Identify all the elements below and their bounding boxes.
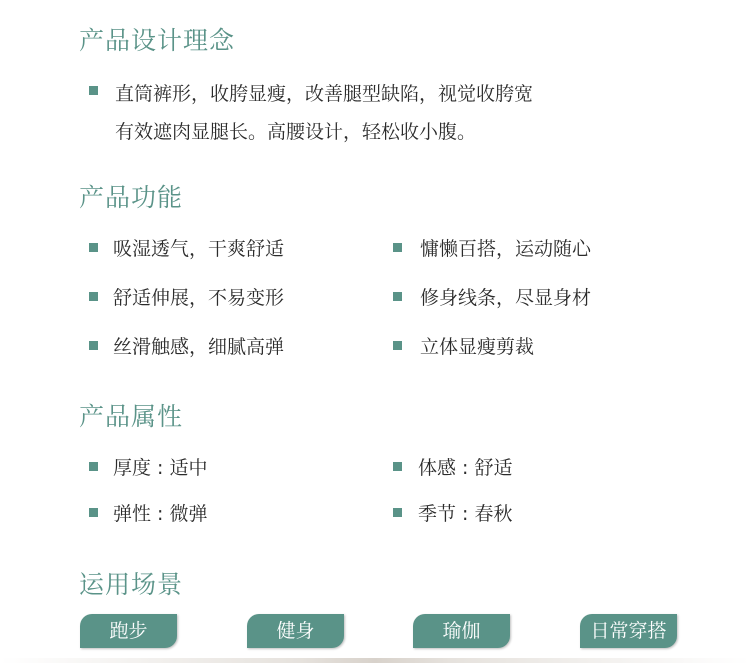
bullet-icon <box>89 341 98 350</box>
attribute-item: 厚度 : 适中 <box>113 457 208 479</box>
scene-tag-daily-wear: 日常穿搭 <box>580 614 677 648</box>
function-item: 修身线条，尽显身材 <box>420 287 592 309</box>
attribute-item: 体感 : 舒适 <box>418 457 513 479</box>
attribute-item: 季节 : 春秋 <box>418 503 513 525</box>
design-text-line-1: 直筒裤形，收胯显瘦，改善腿型缺陷，视觉收胯宽 <box>115 83 534 105</box>
function-item: 丝滑触感，细腻高弹 <box>113 336 285 358</box>
section-title-function: 产品功能 <box>79 183 184 212</box>
function-item: 慵懒百搭，运动随心 <box>420 238 592 260</box>
bullet-icon <box>393 292 402 301</box>
function-item: 立体显瘦剪裁 <box>420 336 535 358</box>
function-item: 舒适伸展，不易变形 <box>113 287 285 309</box>
bottom-image-edge <box>0 658 750 663</box>
bullet-icon <box>393 462 402 471</box>
scene-tag-fitness: 健身 <box>247 614 344 648</box>
design-text-line-2: 有效遮肉显腿长。高腰设计，轻松收小腹。 <box>115 121 477 143</box>
bullet-icon <box>89 508 98 517</box>
bullet-icon <box>393 508 402 517</box>
scene-tag-yoga: 瑜伽 <box>413 614 510 648</box>
bullet-icon <box>393 341 402 350</box>
section-title-attributes: 产品属性 <box>79 402 184 431</box>
attribute-item: 弹性 : 微弹 <box>113 503 208 525</box>
section-title-design: 产品设计理念 <box>79 26 236 55</box>
function-item: 吸湿透气，干爽舒适 <box>113 238 285 260</box>
bullet-icon <box>89 243 98 252</box>
scene-tag-running: 跑步 <box>80 614 177 648</box>
section-title-scenes: 运用场景 <box>79 570 184 599</box>
bullet-icon <box>89 292 98 301</box>
bullet-icon <box>89 462 98 471</box>
bullet-icon <box>393 243 402 252</box>
bullet-icon <box>89 86 98 95</box>
